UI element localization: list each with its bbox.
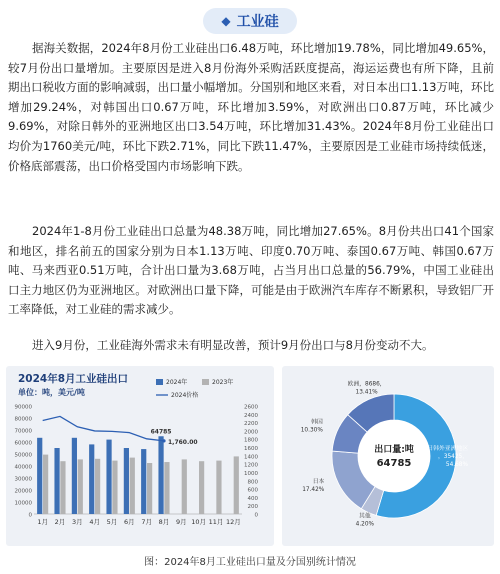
price-data-label: 1,760.00	[168, 438, 198, 446]
legend-label: 2024价格	[171, 392, 199, 399]
donut-center-label: 出口量:吨	[374, 445, 414, 455]
legend-label: 2024年	[166, 379, 188, 386]
bar-2023年	[60, 461, 65, 514]
bar-2024年	[158, 436, 163, 514]
x-tick-label: 5月	[106, 518, 118, 526]
paragraph-3	[8, 336, 494, 356]
y-tick-label: 90000	[14, 404, 32, 411]
x-tick-label: 8月	[158, 518, 170, 526]
y2-tick-label: 0	[254, 512, 258, 519]
paragraph-1	[8, 39, 494, 176]
paragraph-1-text: 据海关数据，2024年8月份工业硅出口6.48万吨，环比增加19.78%，同比增加49.65%，较7月份出口量增加。主要原因是进入8月份海外采购活跃度提高，海运运费也有所下降，且前期出口税收方面的影响减弱，出口量小幅增加。分国别和地区来看，对日本出口1.13万吨，环比增加29.24%，对韩国出口0.67万吨，环比增加3.59%，对欧洲出口0.87万吨，环比减少9.69%，对除日韩外的亚洲地区出口3.54万吨，环比增加31.43%。2024年8月份工业硅出口均价为1760美元/吨，环比下跌2.71%，同比下跌11.47%，主要原因是工业硅市场持续低迷，价格底部震荡，出口价格受国内市场影响下跌。	[8, 41, 494, 173]
y2-tick-label: 2200	[244, 421, 258, 428]
y2-tick-label: 400	[247, 495, 258, 502]
y2-tick-label: 1600	[244, 446, 258, 453]
y2-tick-label: 1200	[244, 462, 258, 469]
bar-2024年	[141, 449, 146, 514]
bar-2023年	[199, 461, 204, 514]
x-tick-label: 9月	[176, 518, 187, 526]
export-bar-chart	[6, 366, 274, 546]
x-tick-label: 1月	[37, 518, 48, 526]
y-tick-label: 20000	[14, 488, 32, 495]
x-tick-label: 4月	[89, 518, 100, 526]
y-tick-label: 70000	[14, 428, 32, 435]
y2-tick-label: 600	[247, 487, 258, 494]
x-tick-label: 12月	[225, 518, 241, 526]
y-tick-label: 80000	[14, 416, 32, 423]
figure-caption: 图：2024年8月工业硅出口量及分国别统计情况	[144, 557, 356, 568]
slice-percent-label: 4.20%	[355, 521, 375, 528]
slice-percent-label: 54.68%	[445, 462, 468, 468]
y2-tick-label: 2400	[244, 412, 258, 419]
y-tick-label: 50000	[14, 452, 32, 459]
slice-name-label: 日本	[312, 479, 325, 486]
slice-percent-label: 10.30%	[300, 427, 323, 434]
chart-title: 2024年8月工业硅出口	[18, 373, 129, 385]
bar-2023年	[216, 461, 221, 514]
slice-percent-label: 17.42%	[302, 487, 325, 494]
y2-tick-label: 1000	[244, 470, 258, 477]
y2-tick-label: 2600	[244, 404, 258, 411]
bar-2023年	[43, 455, 48, 514]
legend-swatch	[202, 379, 209, 385]
bar-2023年	[147, 463, 152, 514]
bar-2023年	[182, 459, 187, 514]
y-tick-label: 60000	[14, 440, 32, 447]
y-tick-label: 10000	[14, 500, 32, 507]
x-tick-label: 6月	[124, 518, 135, 526]
slice-name-label: 其他	[359, 513, 371, 520]
bar-2024年	[72, 438, 77, 514]
title-pill	[203, 8, 296, 34]
bar-2023年	[164, 462, 169, 514]
country-donut-chart	[282, 366, 494, 546]
diamond-icon: ◆	[221, 14, 231, 28]
bar-2023年	[95, 459, 100, 514]
bar-2023年	[234, 456, 239, 514]
slice-name-label: 欧洲，8686，	[347, 381, 386, 388]
x-tick-label: 3月	[72, 518, 83, 526]
legend-swatch	[156, 379, 163, 385]
y-tick-label: 40000	[14, 464, 32, 471]
y-tick-label: 0	[28, 512, 32, 519]
y-tick-label: 30000	[14, 476, 32, 483]
section-title	[0, 8, 500, 34]
bar-2024年	[124, 448, 129, 514]
slice-value-label: ，35425，	[437, 454, 468, 460]
y2-tick-label: 1800	[244, 437, 258, 444]
legend-label: 2023年	[212, 379, 234, 386]
paragraph-2	[8, 222, 494, 320]
bar-2024年	[89, 444, 94, 514]
x-tick-label: 11月	[208, 518, 224, 526]
bar-2024年	[106, 440, 111, 514]
chart-subtitle: 单位：吨，美元/吨	[18, 388, 85, 397]
donut-center-value: 64785	[376, 458, 412, 469]
paragraph-2-text: 2024年1-8月份工业硅出口总量为48.38万吨，同比增加27.65%。8月份共出口41个国家和地区，排名前五的国家分别为日本1.13万吨、印度0.70万吨、泰国0.67万吨、韩国0.67万吨、马来西亚0.51万吨，合计出口量为3.68万吨，占当月出口总量的56.79%，中国工业硅出口主力地区仍为亚洲地区。对欧洲出口量下降，可能是由于欧洲汽车库存不断累积，导致铝厂开工率降低，对工业硅的需求减少。	[8, 224, 494, 317]
bar-2024年	[54, 448, 59, 514]
page-title: 工业硅	[236, 14, 279, 30]
bar-data-label: 64785	[150, 428, 172, 436]
y2-tick-label: 200	[247, 504, 258, 511]
x-tick-label: 10月	[191, 518, 207, 526]
slice-name-label: 除日韩外亚洲地区	[421, 446, 468, 452]
bar-2023年	[112, 461, 117, 514]
x-tick-label: 2月	[54, 518, 66, 526]
price-point	[162, 439, 165, 442]
y2-tick-label: 2000	[244, 429, 258, 436]
slice-percent-label: 13.41%	[355, 389, 378, 396]
bar-2023年	[78, 459, 83, 514]
y2-tick-label: 1400	[244, 454, 258, 461]
y2-tick-label: 800	[247, 479, 258, 486]
bar-2024年	[37, 438, 42, 514]
slice-name-label: 韩国	[311, 419, 323, 426]
x-tick-label: 7月	[141, 518, 152, 526]
paragraph-3-text: 进入9月份，工业硅海外需求未有明显改善，预计9月份出口与8月份变动不大。	[32, 338, 434, 352]
donut-hole	[358, 420, 430, 492]
bar-2023年	[130, 458, 135, 514]
